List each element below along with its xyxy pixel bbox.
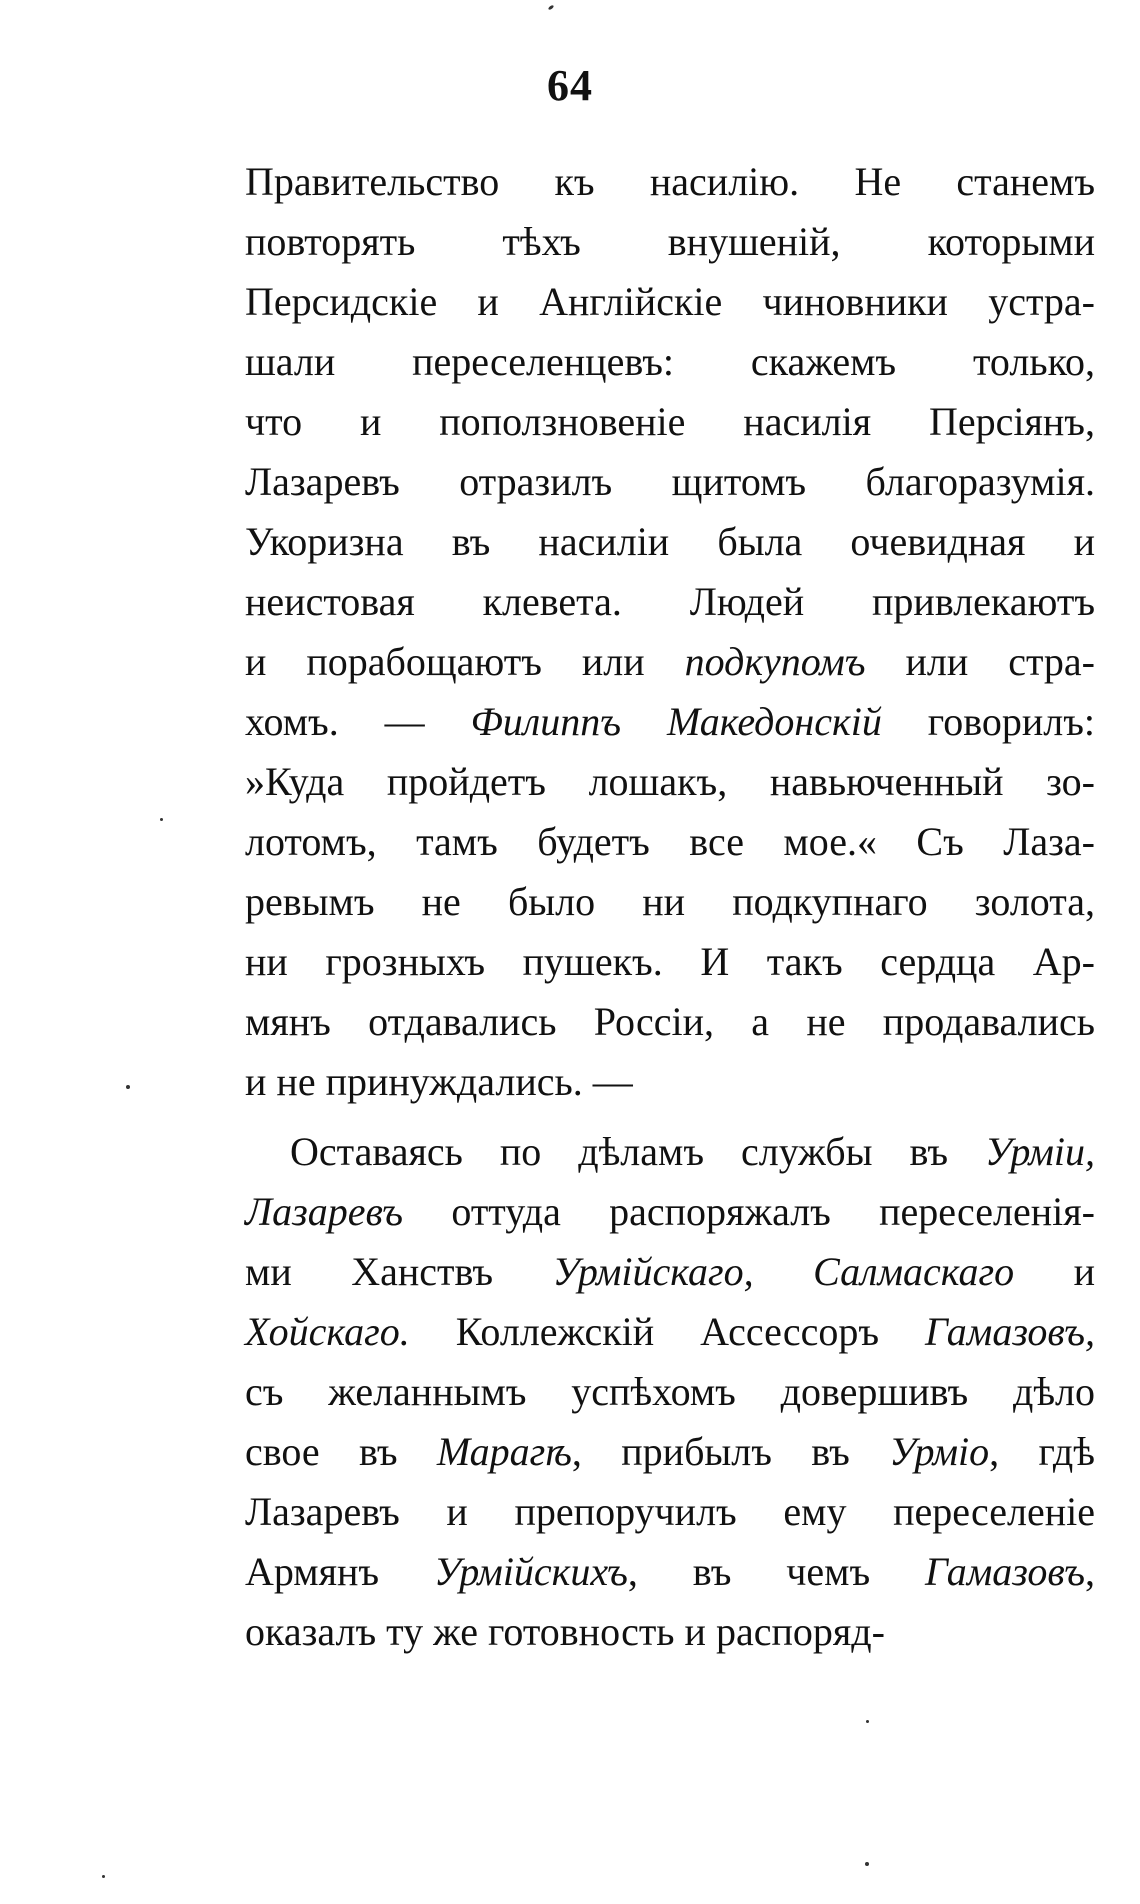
text-line [245, 512, 1095, 572]
italic-text: Урміи, [985, 1129, 1095, 1174]
text-segment: , [1084, 1549, 1095, 1594]
italic-text: Филиппъ Македонскій [470, 699, 882, 744]
text-line [245, 1482, 1095, 1542]
italic-text: Гамазовъ [925, 1549, 1085, 1594]
text-line [245, 1242, 1095, 1302]
text-segment: Персидскіе и Англійскіе чиновники устра- [245, 279, 1095, 324]
text-line [245, 632, 1095, 692]
text-segment: ни грозныхъ пушекъ. И такъ сердца Ар- [245, 939, 1095, 984]
text-line [245, 1302, 1095, 1362]
text-line [245, 1052, 1095, 1112]
text-segment: неистовая клевета. Людей привлекаютъ [245, 579, 1095, 624]
italic-text: Урмійскаго, Салмаскаго [552, 1249, 1015, 1294]
text-segment: оказалъ ту же готовность и распоряд- [245, 1609, 885, 1654]
text-line [245, 332, 1095, 392]
print-speck [126, 1085, 130, 1089]
text-segment: лотомъ, тамъ будетъ все мое.« Съ Лаза- [245, 819, 1095, 864]
text-segment: и порабощаютъ или [245, 639, 685, 684]
text-line [245, 272, 1095, 332]
text-segment: Правительство къ насилію. Не станемъ [245, 159, 1095, 204]
text-segment: говорилъ: [881, 699, 1095, 744]
text-segment: мянъ отдавались Россіи, а не продавались [245, 999, 1095, 1044]
text-line [245, 1542, 1095, 1602]
text-segment: оттуда распоряжалъ переселенія- [403, 1189, 1095, 1234]
text-line [245, 1122, 1095, 1182]
text-line [245, 572, 1095, 632]
text-segment: , гдѣ [989, 1429, 1095, 1474]
text-segment: Армянъ [245, 1549, 434, 1594]
text-segment: повторять тѣхъ внушеній, которыми [245, 219, 1095, 264]
text-segment: хомъ. — [245, 699, 471, 744]
text-line [245, 1422, 1095, 1482]
italic-text: Гамазовъ, [925, 1309, 1095, 1354]
text-segment: »Куда пройдетъ лошакъ, навьюченный зо- [245, 759, 1095, 804]
text-line [245, 932, 1095, 992]
print-speck [865, 1862, 869, 1866]
text-line [245, 452, 1095, 512]
text-segment: ми Ханствъ [245, 1249, 553, 1294]
text-segment: что и поползновеніе насилія Персіянъ, [245, 399, 1095, 444]
text-line [245, 812, 1095, 872]
text-line [245, 152, 1095, 212]
text-line [245, 1362, 1095, 1422]
print-speck [866, 1720, 869, 1723]
text-segment: свое въ [245, 1429, 437, 1474]
italic-text: Хойскаго. [245, 1309, 410, 1354]
text-line [245, 872, 1095, 932]
text-line [245, 752, 1095, 812]
italic-text: Марагѣ [436, 1429, 572, 1474]
text-line [245, 1602, 1095, 1662]
text-line [245, 992, 1095, 1052]
body-text [245, 152, 1095, 1662]
italic-text: подкупомъ [684, 639, 866, 684]
text-segment: Лазаревъ и препоручилъ ему переселеніе [245, 1489, 1095, 1534]
text-segment: съ желаннымъ успѣхомъ довершивъ дѣло [245, 1369, 1095, 1414]
text-segment: Лазаревъ отразилъ щитомъ благоразумія. [245, 459, 1095, 504]
italic-text: Урміо [889, 1429, 990, 1474]
italic-text: Лазаревъ [245, 1189, 404, 1234]
text-segment: ревымъ не было ни подкупнаго золота, [245, 879, 1095, 924]
text-segment: и не принуждались. — [245, 1059, 633, 1104]
italic-text: Урмійскихъ [433, 1549, 628, 1594]
text-segment: , прибылъ въ [571, 1429, 890, 1474]
text-segment: , въ чемъ [627, 1549, 926, 1594]
print-speck [102, 1875, 105, 1878]
print-speck [160, 818, 163, 821]
text-segment: Укоризна въ насиліи была очевидная и [245, 519, 1095, 564]
page-number: 64 [547, 61, 593, 110]
text-line [245, 392, 1095, 452]
paragraph-gap [245, 1112, 1095, 1122]
text-segment: Оставаясь по дѣламъ службы въ [290, 1129, 986, 1174]
text-line [245, 212, 1095, 272]
text-line [245, 692, 1095, 752]
text-segment: Коллежскій Ассессоръ [409, 1309, 926, 1354]
text-segment: шали переселенцевъ: скажемъ только, [245, 339, 1095, 384]
text-line [245, 1182, 1095, 1242]
text-segment: или стра- [865, 639, 1096, 684]
print-speck [548, 5, 555, 11]
text-segment: и [1014, 1249, 1096, 1294]
